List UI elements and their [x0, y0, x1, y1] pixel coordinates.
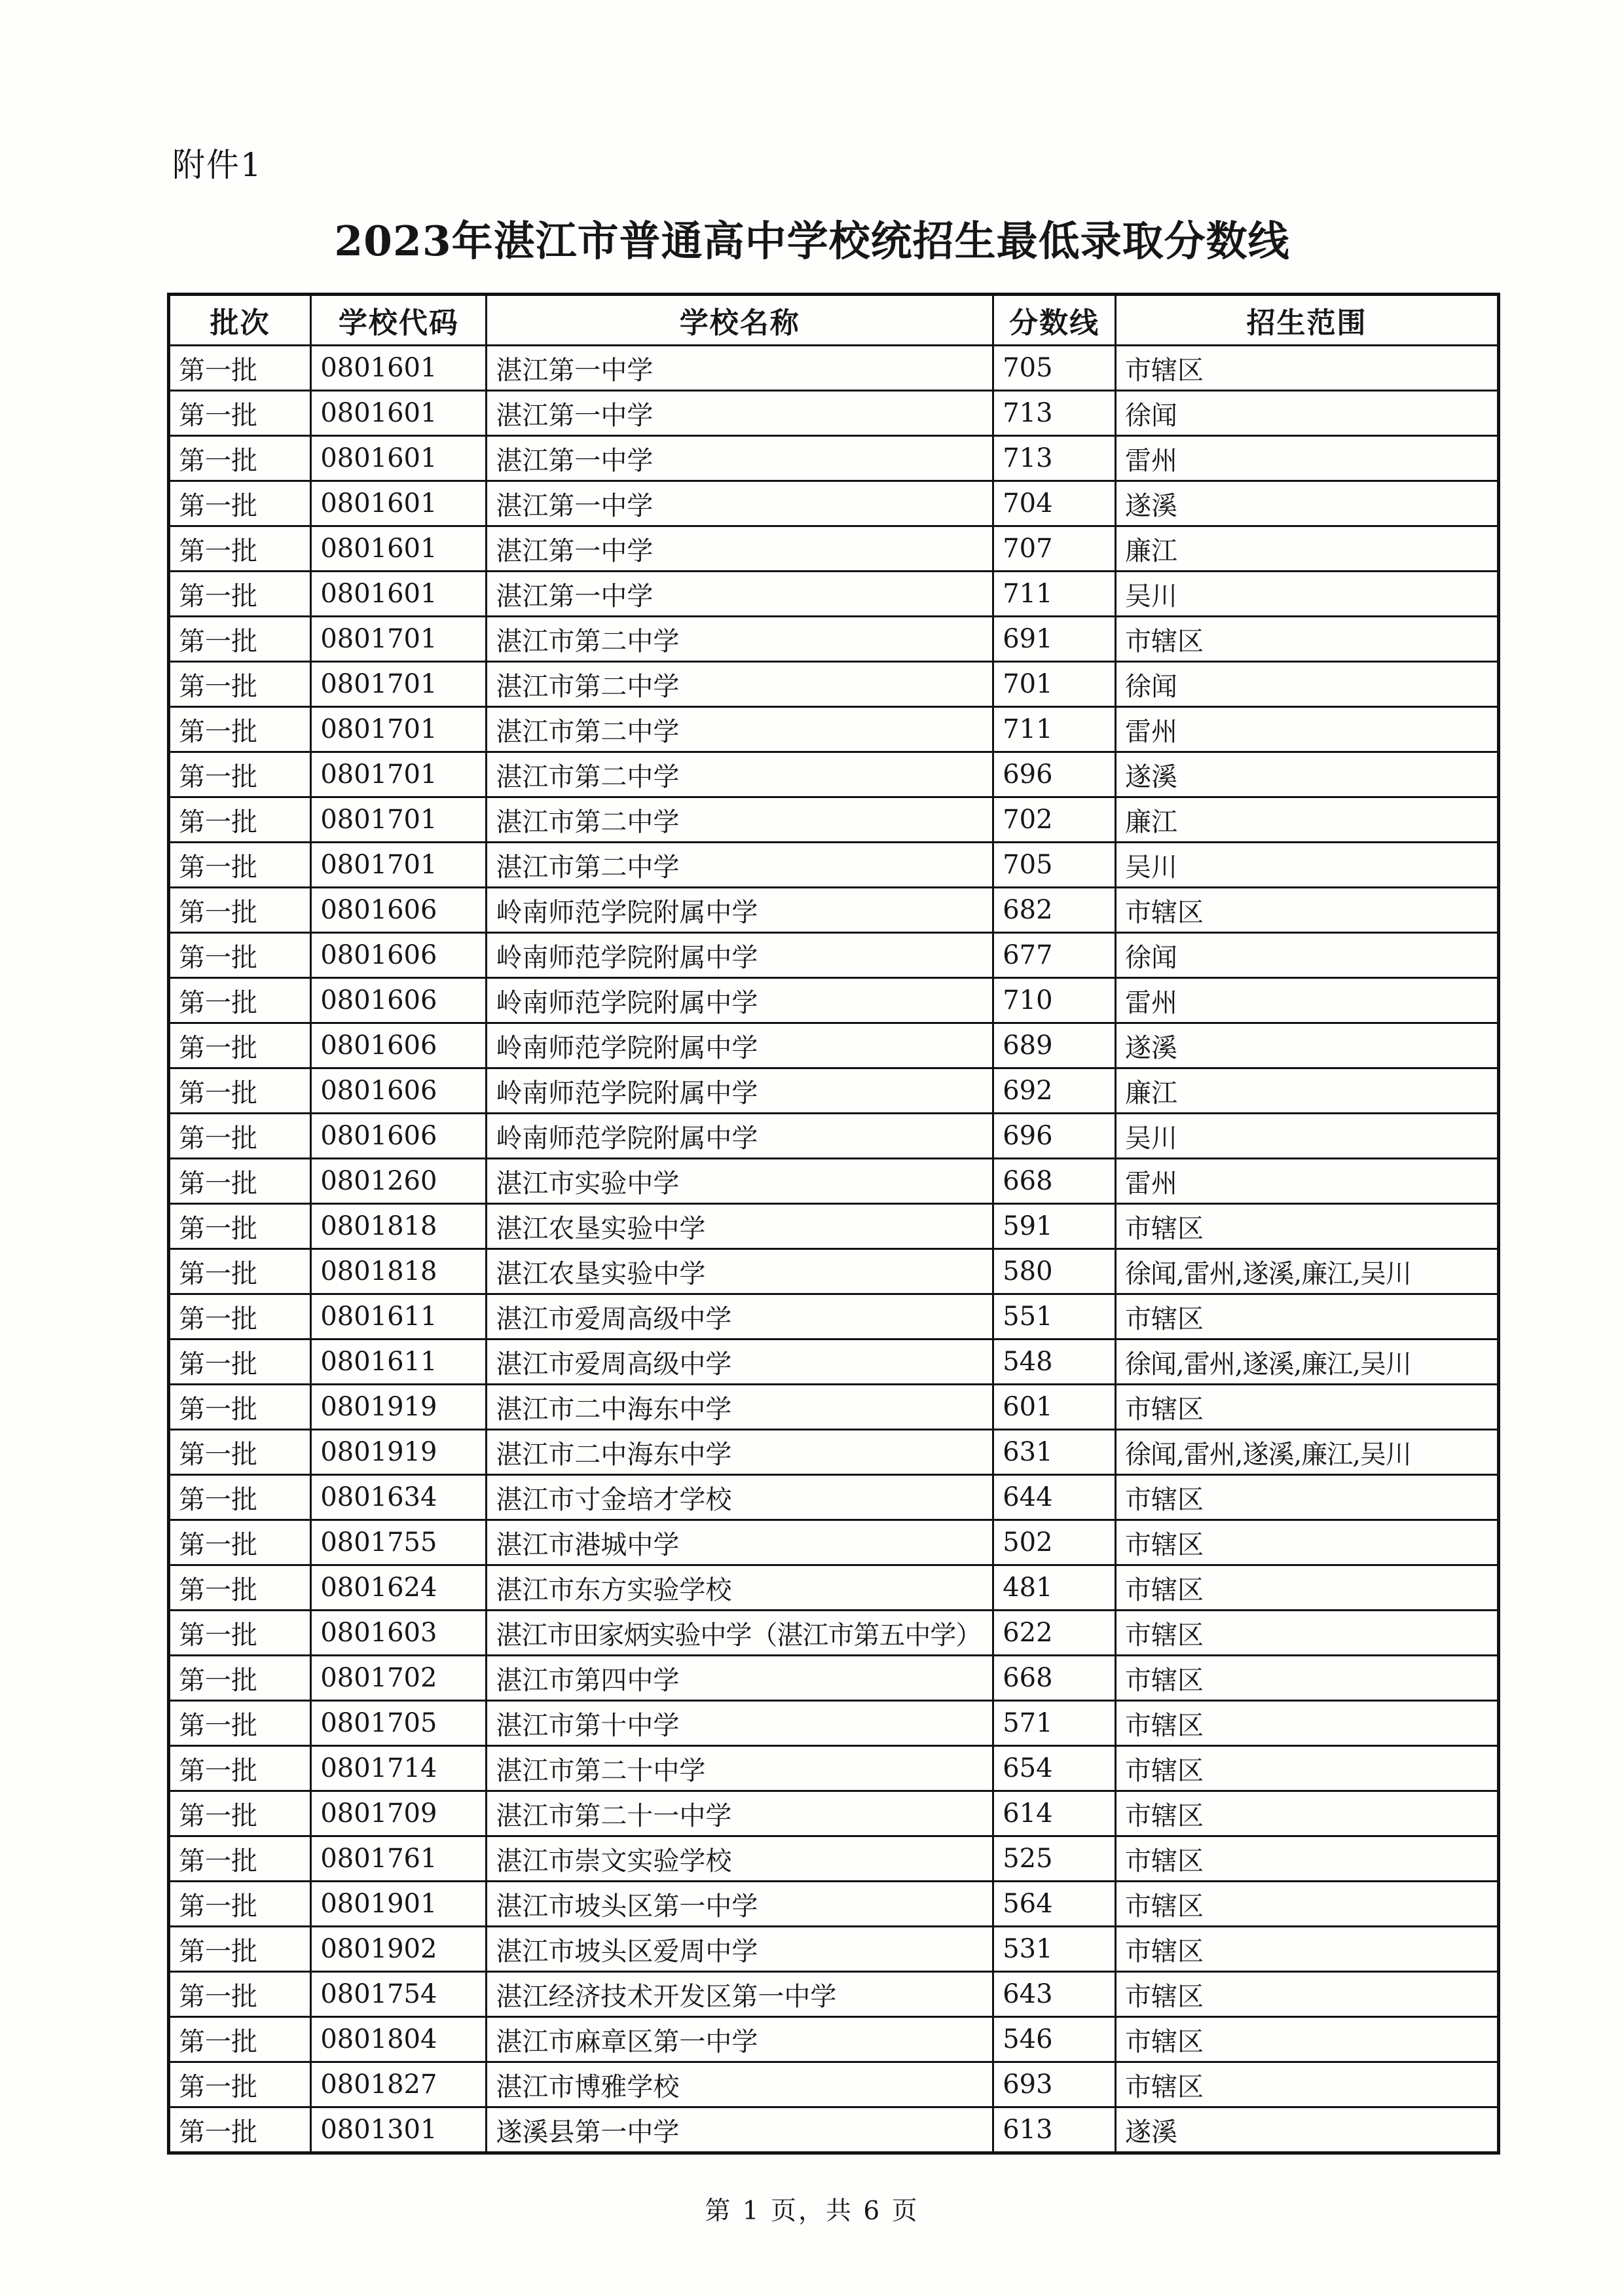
score-cell: 654 — [993, 1746, 1116, 1791]
table-row — [169, 1475, 1499, 1520]
score-table — [167, 293, 1500, 2155]
school-code-cell: 0801611 — [311, 1339, 487, 1385]
school-code-cell: 0801634 — [311, 1475, 487, 1520]
table-row — [169, 1023, 1499, 1068]
scope-cell: 徐闻,雷州,遂溪,廉江,吴川 — [1116, 1249, 1499, 1294]
table-row — [169, 843, 1499, 888]
scope-cell: 吴川 — [1116, 843, 1499, 888]
score-cell: 713 — [993, 391, 1116, 436]
school-code-cell: 0801601 — [311, 572, 487, 617]
school-name-cell: 岭南师范学院附属中学 — [487, 888, 993, 933]
score-cell: 696 — [993, 752, 1116, 797]
school-name-cell: 湛江市第二中学 — [487, 752, 993, 797]
table-row — [169, 436, 1499, 481]
scope-cell: 市辖区 — [1116, 1972, 1499, 2017]
batch-cell: 第一批 — [169, 1656, 311, 1701]
table-header-row — [169, 295, 1499, 346]
batch-cell: 第一批 — [169, 978, 311, 1023]
table-row — [169, 1294, 1499, 1339]
score-cell: 701 — [993, 662, 1116, 707]
school-name-cell: 湛江市第二中学 — [487, 797, 993, 843]
school-code-cell: 0801919 — [311, 1430, 487, 1475]
batch-cell: 第一批 — [169, 1159, 311, 1204]
school-code-cell: 0801705 — [311, 1701, 487, 1746]
score-cell: 580 — [993, 1249, 1116, 1294]
school-name-cell: 湛江市爱周高级中学 — [487, 1294, 993, 1339]
scope-cell: 吴川 — [1116, 572, 1499, 617]
school-code-cell: 0801606 — [311, 1023, 487, 1068]
batch-cell: 第一批 — [169, 707, 311, 752]
table-row — [169, 797, 1499, 843]
scope-cell: 徐闻,雷州,遂溪,廉江,吴川 — [1116, 1430, 1499, 1475]
school-name-cell: 湛江市二中海东中学 — [487, 1385, 993, 1430]
table-row — [169, 1746, 1499, 1791]
table-row — [169, 978, 1499, 1023]
table-row — [169, 1836, 1499, 1882]
table-row — [169, 1204, 1499, 1249]
batch-cell: 第一批 — [169, 1746, 311, 1791]
scope-cell: 遂溪 — [1116, 1023, 1499, 1068]
score-cell: 613 — [993, 2107, 1116, 2153]
score-cell: 693 — [993, 2062, 1116, 2107]
school-name-cell: 湛江市第二中学 — [487, 617, 993, 662]
table-row — [169, 572, 1499, 617]
school-name-cell: 湛江第一中学 — [487, 391, 993, 436]
school-code-cell: 0801260 — [311, 1159, 487, 1204]
scope-cell: 市辖区 — [1116, 1836, 1499, 1882]
table-row — [169, 1068, 1499, 1114]
school-code-cell: 0801701 — [311, 617, 487, 662]
table-row — [169, 481, 1499, 526]
table-row — [169, 2062, 1499, 2107]
school-code-cell: 0801754 — [311, 1972, 487, 2017]
batch-cell: 第一批 — [169, 1972, 311, 2017]
table-row — [169, 617, 1499, 662]
scope-cell: 市辖区 — [1116, 1882, 1499, 1927]
batch-cell: 第一批 — [169, 1068, 311, 1114]
scope-cell: 市辖区 — [1116, 1565, 1499, 1611]
score-cell: 546 — [993, 2017, 1116, 2062]
school-code-cell: 0801611 — [311, 1294, 487, 1339]
school-code-cell: 0801606 — [311, 933, 487, 978]
table-row — [169, 1385, 1499, 1430]
batch-cell: 第一批 — [169, 572, 311, 617]
batch-cell: 第一批 — [169, 1701, 311, 1746]
batch-cell: 第一批 — [169, 1475, 311, 1520]
scope-cell: 廉江 — [1116, 797, 1499, 843]
score-cell: 631 — [993, 1430, 1116, 1475]
scope-cell: 市辖区 — [1116, 1520, 1499, 1565]
table-row — [169, 1249, 1499, 1294]
table-row — [169, 391, 1499, 436]
scope-cell: 市辖区 — [1116, 1701, 1499, 1746]
school-name-cell: 湛江市第十中学 — [487, 1701, 993, 1746]
table-body — [169, 346, 1499, 2153]
table-row — [169, 1791, 1499, 1836]
scope-cell: 市辖区 — [1116, 1385, 1499, 1430]
school-name-cell: 湛江农垦实验中学 — [487, 1249, 993, 1294]
scope-cell: 雷州 — [1116, 978, 1499, 1023]
school-name-cell: 湛江市第二中学 — [487, 843, 993, 888]
scope-cell: 遂溪 — [1116, 2107, 1499, 2153]
score-cell: 704 — [993, 481, 1116, 526]
school-name-cell: 遂溪县第一中学 — [487, 2107, 993, 2153]
scope-cell: 市辖区 — [1116, 346, 1499, 391]
score-cell: 696 — [993, 1114, 1116, 1159]
scope-cell: 市辖区 — [1116, 1927, 1499, 1972]
column-header-school-name: 学校名称 — [487, 295, 993, 346]
table-row — [169, 1339, 1499, 1385]
table-row — [169, 1927, 1499, 1972]
scope-cell: 徐闻,雷州,遂溪,廉江,吴川 — [1116, 1339, 1499, 1385]
scope-cell: 雷州 — [1116, 1159, 1499, 1204]
school-code-cell: 0801601 — [311, 526, 487, 572]
table-row — [169, 526, 1499, 572]
school-code-cell: 0801755 — [311, 1520, 487, 1565]
scope-cell: 市辖区 — [1116, 617, 1499, 662]
score-cell: 601 — [993, 1385, 1116, 1430]
school-code-cell: 0801761 — [311, 1836, 487, 1882]
score-cell: 643 — [993, 1972, 1116, 2017]
scope-cell: 市辖区 — [1116, 1611, 1499, 1656]
scope-cell: 市辖区 — [1116, 1475, 1499, 1520]
batch-cell: 第一批 — [169, 1836, 311, 1882]
score-cell: 548 — [993, 1339, 1116, 1385]
school-name-cell: 湛江市坡头区第一中学 — [487, 1882, 993, 1927]
school-code-cell: 0801818 — [311, 1249, 487, 1294]
batch-cell: 第一批 — [169, 2017, 311, 2062]
scope-cell: 雷州 — [1116, 707, 1499, 752]
school-code-cell: 0801601 — [311, 346, 487, 391]
score-cell: 705 — [993, 346, 1116, 391]
school-code-cell: 0801603 — [311, 1611, 487, 1656]
score-cell: 564 — [993, 1882, 1116, 1927]
school-name-cell: 湛江市实验中学 — [487, 1159, 993, 1204]
batch-cell: 第一批 — [169, 843, 311, 888]
scope-cell: 廉江 — [1116, 526, 1499, 572]
table-row — [169, 1972, 1499, 2017]
column-header-school-code: 学校代码 — [311, 295, 487, 346]
batch-cell: 第一批 — [169, 1791, 311, 1836]
school-code-cell: 0801701 — [311, 843, 487, 888]
school-code-cell: 0801702 — [311, 1656, 487, 1701]
school-code-cell: 0801701 — [311, 662, 487, 707]
batch-cell: 第一批 — [169, 1430, 311, 1475]
batch-cell: 第一批 — [169, 1520, 311, 1565]
batch-cell: 第一批 — [169, 1204, 311, 1249]
scope-cell: 雷州 — [1116, 436, 1499, 481]
page-footer: 第 1 页，共 6 页 — [705, 2196, 919, 2226]
school-name-cell: 湛江市坡头区爱周中学 — [487, 1927, 993, 1972]
batch-cell: 第一批 — [169, 1114, 311, 1159]
score-cell: 692 — [993, 1068, 1116, 1114]
school-name-cell: 湛江第一中学 — [487, 526, 993, 572]
school-code-cell: 0801701 — [311, 752, 487, 797]
school-code-cell: 0801701 — [311, 707, 487, 752]
school-name-cell: 湛江市第二十中学 — [487, 1746, 993, 1791]
table-row — [169, 662, 1499, 707]
school-code-cell: 0801601 — [311, 391, 487, 436]
school-name-cell: 岭南师范学院附属中学 — [487, 1114, 993, 1159]
batch-cell: 第一批 — [169, 1611, 311, 1656]
batch-cell: 第一批 — [169, 1339, 311, 1385]
school-name-cell: 岭南师范学院附属中学 — [487, 933, 993, 978]
school-code-cell: 0801624 — [311, 1565, 487, 1611]
scope-cell: 市辖区 — [1116, 1294, 1499, 1339]
table-row — [169, 1565, 1499, 1611]
batch-cell: 第一批 — [169, 617, 311, 662]
score-cell: 614 — [993, 1791, 1116, 1836]
score-cell: 551 — [993, 1294, 1116, 1339]
batch-cell: 第一批 — [169, 1023, 311, 1068]
table-row — [169, 2107, 1499, 2153]
scope-cell: 市辖区 — [1116, 1656, 1499, 1701]
score-cell: 689 — [993, 1023, 1116, 1068]
scope-cell: 遂溪 — [1116, 481, 1499, 526]
score-cell: 668 — [993, 1159, 1116, 1204]
batch-cell: 第一批 — [169, 2062, 311, 2107]
table-row — [169, 1701, 1499, 1746]
school-code-cell: 0801701 — [311, 797, 487, 843]
batch-cell: 第一批 — [169, 2107, 311, 2153]
school-code-cell: 0801804 — [311, 2017, 487, 2062]
score-cell: 668 — [993, 1656, 1116, 1701]
school-name-cell: 湛江市东方实验学校 — [487, 1565, 993, 1611]
scope-cell: 徐闻 — [1116, 391, 1499, 436]
table-row — [169, 2017, 1499, 2062]
school-code-cell: 0801601 — [311, 436, 487, 481]
column-header-enrollment-scope: 招生范围 — [1116, 295, 1499, 346]
table-row — [169, 1882, 1499, 1927]
school-code-cell: 0801919 — [311, 1385, 487, 1430]
school-name-cell: 岭南师范学院附属中学 — [487, 978, 993, 1023]
table-row — [169, 1611, 1499, 1656]
school-name-cell: 湛江第一中学 — [487, 346, 993, 391]
scope-cell: 市辖区 — [1116, 1204, 1499, 1249]
school-code-cell: 0801606 — [311, 888, 487, 933]
batch-cell: 第一批 — [169, 481, 311, 526]
batch-cell: 第一批 — [169, 752, 311, 797]
school-code-cell: 0801902 — [311, 1927, 487, 1972]
school-code-cell: 0801827 — [311, 2062, 487, 2107]
batch-cell: 第一批 — [169, 933, 311, 978]
batch-cell: 第一批 — [169, 1385, 311, 1430]
scope-cell: 徐闻 — [1116, 933, 1499, 978]
batch-cell: 第一批 — [169, 1882, 311, 1927]
score-cell: 710 — [993, 978, 1116, 1023]
school-code-cell: 0801709 — [311, 1791, 487, 1836]
table-row — [169, 346, 1499, 391]
batch-cell: 第一批 — [169, 1294, 311, 1339]
school-code-cell: 0801901 — [311, 1882, 487, 1927]
score-cell: 702 — [993, 797, 1116, 843]
school-name-cell: 湛江市寸金培才学校 — [487, 1475, 993, 1520]
score-cell: 622 — [993, 1611, 1116, 1656]
school-code-cell: 0801714 — [311, 1746, 487, 1791]
batch-cell: 第一批 — [169, 662, 311, 707]
school-name-cell: 湛江第一中学 — [487, 481, 993, 526]
score-cell: 711 — [993, 707, 1116, 752]
school-name-cell: 岭南师范学院附属中学 — [487, 1023, 993, 1068]
score-cell: 713 — [993, 436, 1116, 481]
batch-cell: 第一批 — [169, 436, 311, 481]
table-row — [169, 1430, 1499, 1475]
school-name-cell: 湛江市第二十一中学 — [487, 1791, 993, 1836]
school-name-cell: 湛江市田家炳实验中学（湛江市第五中学） — [487, 1611, 993, 1656]
score-cell: 531 — [993, 1927, 1116, 1972]
batch-cell: 第一批 — [169, 888, 311, 933]
school-code-cell: 0801601 — [311, 481, 487, 526]
school-name-cell: 湛江市爱周高级中学 — [487, 1339, 993, 1385]
school-code-cell: 0801606 — [311, 1068, 487, 1114]
column-header-batch: 批次 — [169, 295, 311, 346]
table-row — [169, 888, 1499, 933]
scope-cell: 市辖区 — [1116, 1791, 1499, 1836]
batch-cell: 第一批 — [169, 1927, 311, 1972]
score-cell: 691 — [993, 617, 1116, 662]
school-name-cell: 湛江农垦实验中学 — [487, 1204, 993, 1249]
scope-cell: 市辖区 — [1116, 1746, 1499, 1791]
table-row — [169, 1520, 1499, 1565]
school-name-cell: 湛江市港城中学 — [487, 1520, 993, 1565]
table-row — [169, 1159, 1499, 1204]
school-code-cell: 0801606 — [311, 978, 487, 1023]
score-cell: 711 — [993, 572, 1116, 617]
school-name-cell: 湛江市麻章区第一中学 — [487, 2017, 993, 2062]
table-row — [169, 933, 1499, 978]
school-code-cell: 0801301 — [311, 2107, 487, 2153]
score-cell: 591 — [993, 1204, 1116, 1249]
table-row — [169, 1656, 1499, 1701]
attachment-label: 附件1 — [172, 146, 263, 184]
school-name-cell: 湛江市博雅学校 — [487, 2062, 993, 2107]
scope-cell: 廉江 — [1116, 1068, 1499, 1114]
batch-cell: 第一批 — [169, 391, 311, 436]
school-name-cell: 湛江市第二中学 — [487, 707, 993, 752]
school-name-cell: 湛江市第二中学 — [487, 662, 993, 707]
score-cell: 481 — [993, 1565, 1116, 1611]
page-title: 2023年湛江市普通高中学校统招生最低录取分数线 — [334, 217, 1290, 265]
column-header-score-line: 分数线 — [993, 295, 1116, 346]
school-name-cell: 湛江经济技术开发区第一中学 — [487, 1972, 993, 2017]
table-row — [169, 1114, 1499, 1159]
school-code-cell: 0801606 — [311, 1114, 487, 1159]
school-name-cell: 岭南师范学院附属中学 — [487, 1068, 993, 1114]
scope-cell: 市辖区 — [1116, 2062, 1499, 2107]
scope-cell: 吴川 — [1116, 1114, 1499, 1159]
score-cell: 707 — [993, 526, 1116, 572]
batch-cell: 第一批 — [169, 1249, 311, 1294]
scope-cell: 市辖区 — [1116, 888, 1499, 933]
score-cell: 525 — [993, 1836, 1116, 1882]
batch-cell: 第一批 — [169, 797, 311, 843]
score-cell: 682 — [993, 888, 1116, 933]
batch-cell: 第一批 — [169, 346, 311, 391]
school-name-cell: 湛江市崇文实验学校 — [487, 1836, 993, 1882]
scope-cell: 徐闻 — [1116, 662, 1499, 707]
school-name-cell: 湛江市第四中学 — [487, 1656, 993, 1701]
score-cell: 571 — [993, 1701, 1116, 1746]
school-code-cell: 0801818 — [311, 1204, 487, 1249]
score-cell: 705 — [993, 843, 1116, 888]
table-row — [169, 752, 1499, 797]
school-name-cell: 湛江第一中学 — [487, 436, 993, 481]
score-cell: 677 — [993, 933, 1116, 978]
batch-cell: 第一批 — [169, 526, 311, 572]
school-name-cell: 湛江市二中海东中学 — [487, 1430, 993, 1475]
school-name-cell: 湛江第一中学 — [487, 572, 993, 617]
table-row — [169, 707, 1499, 752]
batch-cell: 第一批 — [169, 1565, 311, 1611]
scope-cell: 遂溪 — [1116, 752, 1499, 797]
score-cell: 502 — [993, 1520, 1116, 1565]
score-cell: 644 — [993, 1475, 1116, 1520]
scope-cell: 市辖区 — [1116, 2017, 1499, 2062]
